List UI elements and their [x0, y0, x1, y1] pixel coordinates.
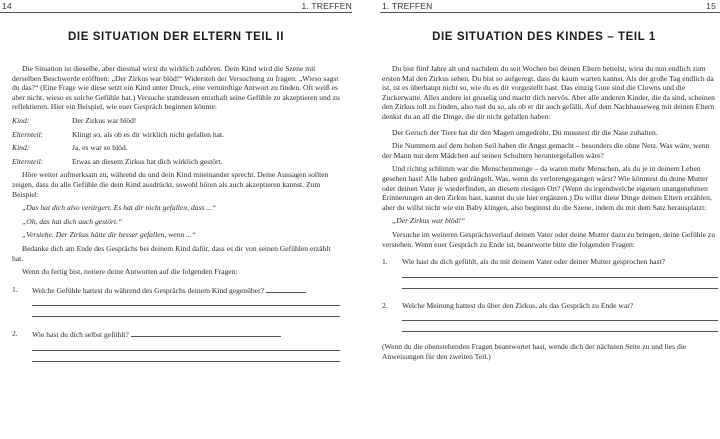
- question-2: [12, 329, 340, 340]
- question-2: [382, 301, 718, 311]
- right-page: [360, 0, 720, 439]
- paragraph: Du bist fünf Jahre alt und nachdem du seit Wochen bei deinen Eltern bettelst, wirst du nun endlich zum ersten Mal den Zirkus sehen. Du bist so aufgeregt, dass du kaum warten kannst. Als der große Tag endlich da ist, ist es überhaupt nicht so, wie du es dir vorgestellt hast. Das einzig Gute sind die Clowns und die Zuckerwatte. Alles andere ist gruselig und macht dich nervös. Aber alle anderen Kinder, die da sind, scheinen den Zirkus toll zu finden, also tust du so, als ob er dir auch gefällt. Auf dem Nachhauseweg mit deinen Eltern denkst du an all die Dinge, die dir nicht gefallen haben:: [382, 64, 715, 121]
- answer-blank[interactable]: [131, 329, 281, 337]
- answer-line[interactable]: [402, 277, 718, 278]
- question-text: Welche Gefühle hattest du während des Gesprächs deinem Kind gegenüber?: [32, 285, 264, 295]
- dialogue-row: [12, 130, 340, 140]
- dialogue-row: [12, 143, 340, 153]
- example-quote: „Verstehe. Der Zirkus hätte dir besser gefallen, wenn ...“: [22, 230, 197, 240]
- question-text: Welche Meinung hattest du über den Zirkus, als das Gespräch zu Ende war?: [402, 300, 634, 310]
- dialogue-row: [12, 157, 340, 167]
- answer-line[interactable]: [32, 361, 340, 362]
- speaker: Kind:: [12, 115, 30, 125]
- paragraph: Wenn du fertig bist, notiere deine Antworten auf die folgenden Fragen:: [22, 267, 238, 277]
- answer-line[interactable]: [32, 305, 340, 306]
- paragraph: Höre weiter aufmerksam zu, während du und dein Kind miteinander sprecht. Deine Aussagen sollten zeigen, dass du alle Gefühle die dein Kind ausdrückt, sowohl hören als auch akzeptieren kannst. Zum Beispiel:: [12, 170, 329, 199]
- answer-line[interactable]: [32, 316, 340, 317]
- answer-blank[interactable]: [266, 285, 306, 293]
- speaker: Elternteil:: [12, 156, 44, 166]
- question-text: Wie hast du dich gefühlt, als du mit deinem Vater oder deiner Mutter gesprochen hast?: [402, 257, 665, 267]
- speaker: Elternteil:: [12, 129, 44, 139]
- page-number-left: 14: [2, 1, 12, 11]
- example-quote: „Das hat dich also verärgert. Es hat dir nicht gefallen, dass ...“: [22, 203, 217, 213]
- answer-line[interactable]: [402, 288, 718, 289]
- question-1: [382, 257, 718, 267]
- speaker: Kind:: [12, 143, 30, 153]
- dialogue-line: Ja, es war so blöd.: [72, 143, 128, 153]
- answer-line[interactable]: [32, 350, 340, 351]
- right-body: [382, 64, 718, 365]
- page-title-left: DIE SITUATION DER ELTERN TEIL II: [68, 31, 284, 43]
- page-number-right: 15: [706, 1, 716, 11]
- paragraph: Die Situation ist dieselbe, aber diesmal wirst du wirklich zuhören. Dein Kind wird die Szene mit derselben Beschwerde eröffnen: „Der Zirkus war blöd!“ Widersteh der Versuchung zu fragen: „Wieso sagst du das?“ (Eine Frage wie diese setzt ein Kind unter Druck, eine vernünftige Antwort zu finden. Oft weiß es aber nicht, wieso es solche Gefühle hat.) Versuche stattdessen emsthaft seine Gefühle zu akzeptieren und zu reflektieren. Hier ein Beispiel, wie euer Gespräch beginnen könnte:: [12, 64, 340, 112]
- question-1: [12, 285, 340, 296]
- paragraph: Bedanke dich am Ende des Gesprächs bei deinem Kind dafür, dass es dir von seinen Gefühlen erzählt hat.: [12, 243, 331, 263]
- running-head-right: 1. TREFFEN: [382, 1, 433, 11]
- running-head-left: 1. TREFFEN: [301, 1, 352, 11]
- paragraph: Und richtig schlimm war die Menschenmenge – da waren mehr Menschen, als du je in deinem Leben gesehen hast! Alle haben gedrängelt. Was, wenn du verlorengegangen wärst? Wie könntest du deine Mutter oder deinen Vater je wiederfinden, an diesem riesigen Ort? (Wenn du irgendwelche eigenen unangenehmen Erinnerungen an den Zirkus hast, kannst du sie hier ergänzen.) Du willst diese Dinge deinen Eltern erzählen, aber du willst nicht wie ein Baby klingen, also beginnst du die Szene, indem du mit dem Satz herausplatzt:: [382, 164, 712, 212]
- page-title-right: DIE SITUATION DES KINDES – TEIL 1: [432, 31, 656, 43]
- dialogue-line: Klingt so, als ob es dir wirklich nicht gefallen hat.: [72, 129, 225, 139]
- answer-line[interactable]: [402, 320, 718, 321]
- example-quote: „Oh, das hat dich auch gestört.“: [22, 216, 123, 226]
- dialogue-line: Etwas an diesem Zirkus hat dich wirklich gestört.: [72, 156, 223, 166]
- question-number: 2.: [12, 329, 18, 339]
- quote: „Der Zirkus war blöd!“: [392, 216, 466, 226]
- footer-note: (Wenn du die obenstehenden Fragen beantwortet hast, wende dich der nächsten Seite zu und lies die Anweisungen für den zweiten Teil.): [382, 342, 687, 361]
- left-body: [12, 64, 340, 362]
- dialogue: [12, 116, 340, 166]
- question-number: 1.: [12, 284, 18, 294]
- question-number: 1.: [382, 257, 388, 267]
- answer-line[interactable]: [402, 331, 718, 332]
- dialogue-line: Der Zirkus war blöd!: [72, 115, 137, 125]
- question-text: Wie hast du dich selbst gefühlt?: [32, 330, 129, 340]
- paragraph: Der Geruch der Tiere hat dir den Magen umgedreht. Du musstest dir die Nase zuhalten.: [392, 127, 658, 137]
- question-number: 2.: [382, 300, 388, 310]
- paragraph: Versuche im weiteren Gesprächsverlauf deinen Vater oder deine Mutter dazu zu bringen, deine Gefühle zu verstehen. Wenn euer Gespräch zu Ende ist, beantworte bitte die folgenden Fragen:: [382, 229, 716, 249]
- paragraph: Die Nummern auf dem hohen Seil haben dir Angst gemacht – besonders die ohne Netz. Was wäre, wenn der Mann mit dem Mädchen auf seinen Schultern heruntergefallen wäre?: [382, 141, 710, 160]
- header-rule: [380, 12, 720, 13]
- dialogue-row: [12, 116, 340, 126]
- header-rule: [0, 12, 352, 13]
